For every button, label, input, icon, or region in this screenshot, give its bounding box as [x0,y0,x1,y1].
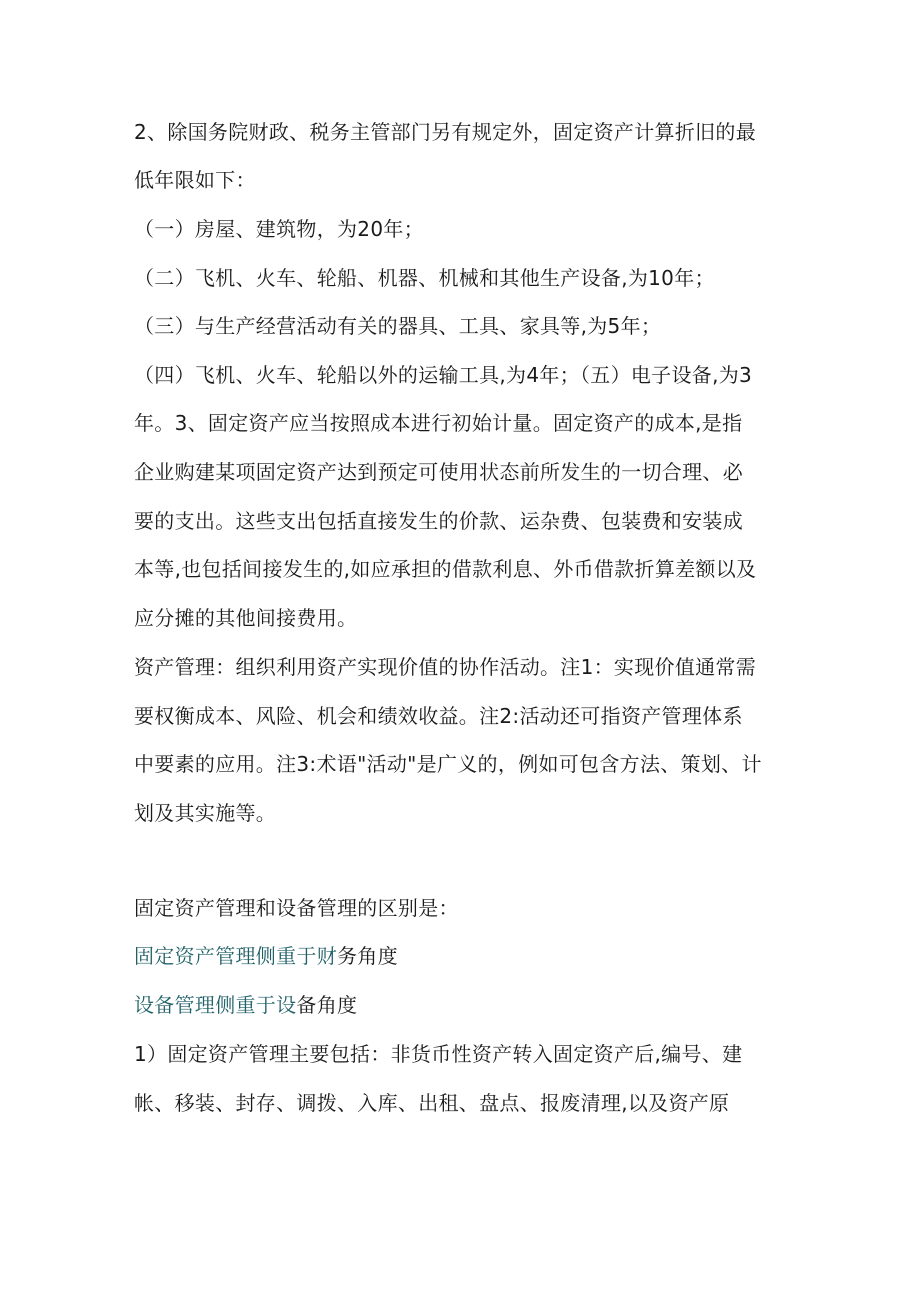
paragraph-3-line-3: 中要素的应用。注3:术语"活动"是广义的，例如可包含方法、策划、计 [134,752,762,776]
paragraph-1-line-1: 2、除国务院财政、税务主管部门另有规定外，固定资产计算折旧的最 [134,120,757,144]
list-item-4: （四）飞机、火车、轮船以外的运输工具,为4年；（五）电子设备,为3 [134,363,753,387]
point-1-rest: 务角度 [337,944,398,968]
paragraph-4-line-2: 帐、移装、封存、调拨、入库、出租、盘点、报废清理,以及资产原 [134,1091,730,1115]
paragraph-2-line-4: 本等,也包括间接发生的,如应承担的借款利息、外币借款折算差额以及 [134,557,757,581]
paragraph-1-line-2: 低年限如下： [134,168,256,192]
paragraph-2-line-3: 要的支出。这些支出包括直接发生的价款、运杂费、包装费和安装成 [134,509,743,533]
point-1-colored: 固定资产管理侧重于财 [134,944,337,968]
list-item-3: （三）与生产经营活动有关的器具、工具、家具等,为5年； [134,314,662,338]
point-2-rest: 备角度 [296,993,358,1017]
paragraph-2-line-2: 企业购建某项固定资产达到预定可使用状态前所发生的一切合理、必 [134,460,743,484]
paragraph-3-line-2: 要权衡成本、风险、机会和绩效收益。注2:活动还可指资产管理体系 [134,704,743,728]
paragraph-3-line-1: 资产管理：组织利用资产实现价值的协作活动。注1：实现价值通常需 [134,655,757,679]
paragraph-2-line-5: 应分摊的其他间接费用。 [134,606,358,630]
list-item-2: （二）飞机、火车、轮船、机器、机械和其他生产设备,为10年； [134,266,715,290]
paragraph-4-line-1: 1）固定资产管理主要包括：非货币性资产转入固定资产后,编号、建 [134,1042,743,1066]
point-2-colored: 设备管理侧重于设 [134,993,297,1017]
point-1 [134,943,398,969]
section-heading: 固定资产管理和设备管理的区别是： [134,896,459,920]
paragraph-2-line-1: 年。3、固定资产应当按照成本进行初始计量。固定资产的成本,是指 [134,411,743,435]
point-2 [134,992,357,1018]
paragraph-3-line-4: 划及其实施等。 [134,801,277,825]
list-item-1: （一）房屋、建筑物，为20年； [134,217,424,241]
